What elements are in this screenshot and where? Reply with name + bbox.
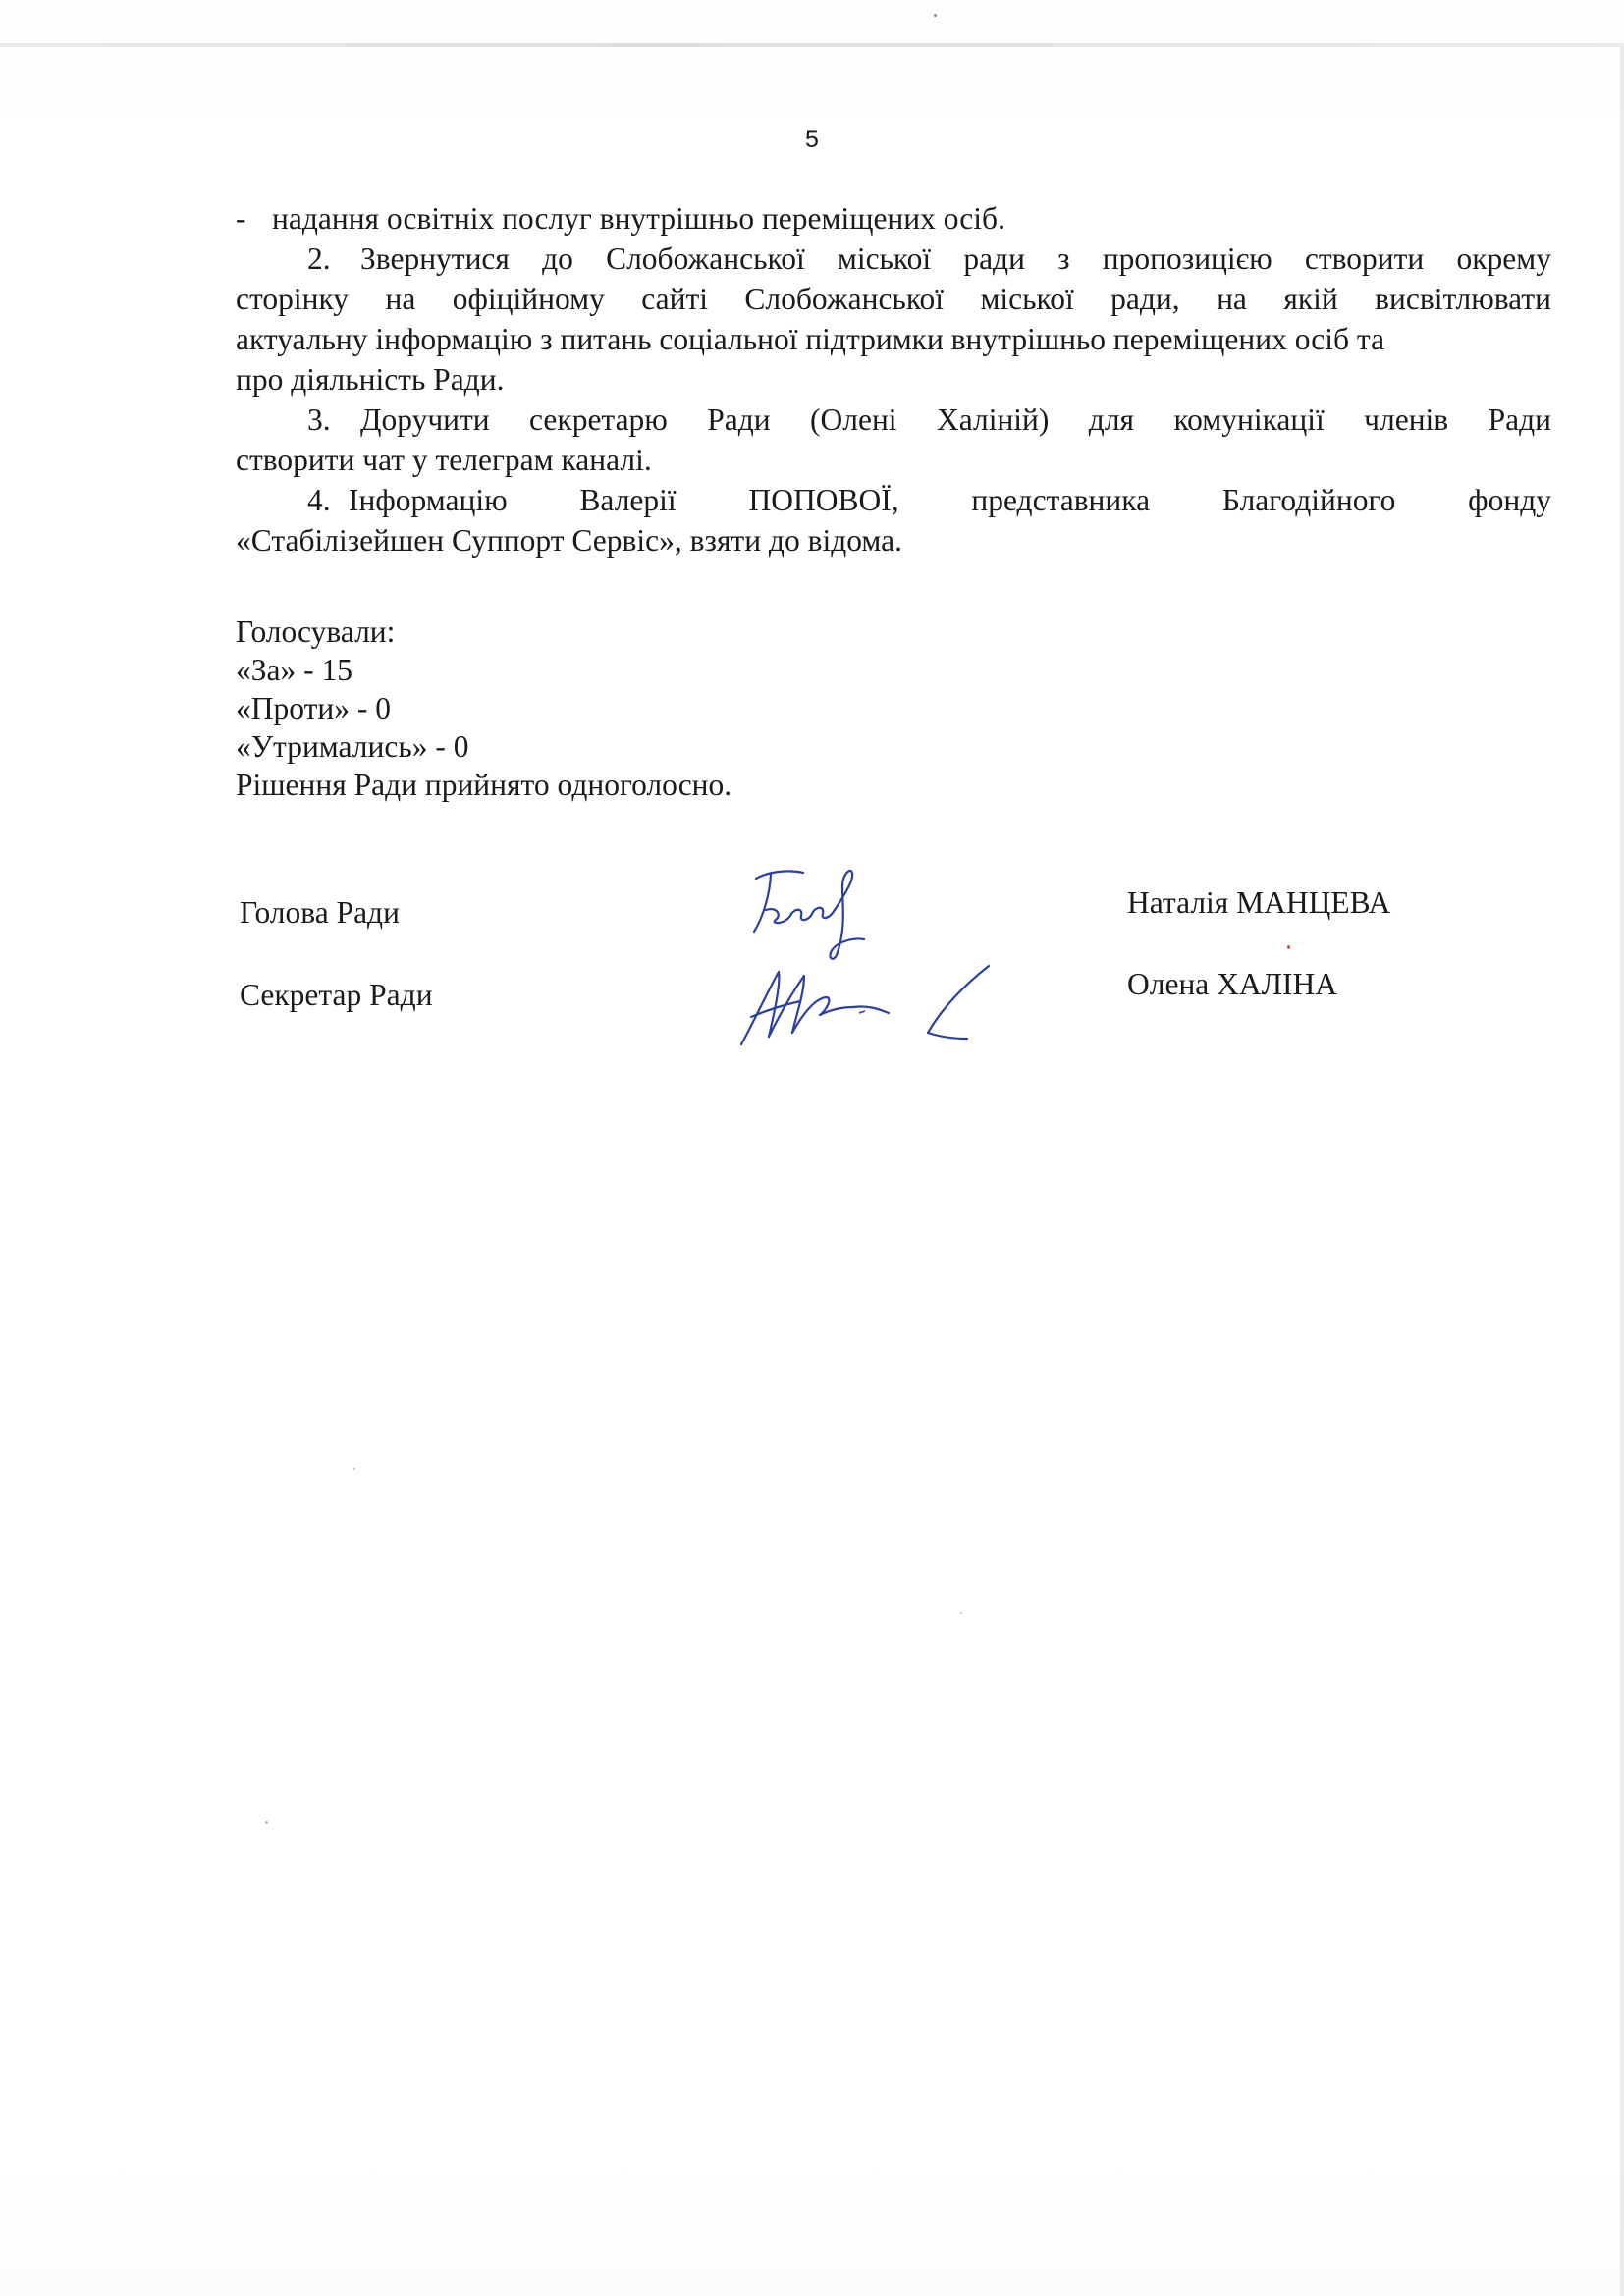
word: Халіній) (936, 402, 1050, 437)
scan-edge-right (1620, 43, 1624, 2296)
resolution-body (236, 198, 1551, 561)
chair-name: Наталія МАНЦЕВА (1127, 885, 1391, 920)
word: Ради (707, 402, 771, 437)
item-number: 2. (307, 241, 331, 276)
chair-role: Голова Ради (240, 895, 400, 930)
word: сайті (641, 282, 708, 316)
word: висвітлювати (1375, 282, 1551, 316)
decision-statement: Рішення Ради прийнято одноголосно. (236, 768, 732, 802)
word: членів (1364, 402, 1449, 437)
scan-speck (934, 14, 937, 17)
word: офіційному (452, 282, 605, 316)
word: секретарю (529, 402, 668, 437)
word: на (385, 282, 416, 316)
word: створити (1304, 241, 1425, 276)
word: міської (837, 241, 932, 276)
word: якій (1283, 282, 1338, 316)
word: представника (971, 483, 1151, 517)
word: окрему (1456, 241, 1551, 276)
word: з (1057, 241, 1070, 276)
word: (Олені (810, 402, 897, 437)
scan-speck (265, 1821, 268, 1824)
word: Благодійного (1221, 483, 1396, 517)
word: комунікації (1173, 402, 1325, 437)
word: Валерії (579, 483, 677, 517)
item3-number-and-word (307, 400, 490, 440)
item2-line1 (236, 239, 1551, 279)
word: Слобожанської (744, 282, 945, 316)
page-number: 5 (805, 126, 819, 153)
votes-abstained: «Утримались» - 0 (236, 729, 469, 764)
item4-line1 (236, 480, 1551, 520)
bullet-marker: - (236, 201, 246, 236)
voting-heading: Голосували: (236, 614, 396, 649)
item-number: 3. (307, 402, 331, 437)
votes-for: «За» - 15 (236, 653, 353, 687)
ink-dot (1287, 945, 1290, 949)
bullet-line (236, 198, 1551, 239)
word: Інформацію (349, 483, 508, 517)
word: ради (963, 241, 1025, 276)
item2-number-and-word (307, 239, 510, 279)
bullet-text: надання освітніх послуг внутрішньо переміщених осіб. (272, 201, 1005, 236)
item3-line1 (236, 400, 1551, 440)
word: на (1217, 282, 1247, 316)
votes-against: «Проти» - 0 (236, 691, 391, 725)
scan-speck (353, 1468, 355, 1470)
word: сторінку (236, 282, 350, 316)
item-number: 4. (307, 483, 331, 517)
word: Звернутися (360, 241, 510, 276)
word: фонду (1468, 483, 1551, 517)
item4-number-and-word (307, 480, 508, 520)
scan-edge-top (0, 43, 1624, 47)
word: Ради (1488, 402, 1551, 437)
scan-speck (960, 1612, 962, 1614)
word: пропозицією (1102, 241, 1272, 276)
word: Доручити (360, 402, 490, 437)
word: до (542, 241, 573, 276)
word: ради, (1110, 282, 1180, 316)
secretary-name: Олена ХАЛІНА (1127, 967, 1338, 1001)
word: міської (980, 282, 1074, 316)
word: Слобожанської (606, 241, 805, 276)
item2-line2 (236, 279, 1551, 319)
word: ПОПОВОЇ, (748, 483, 899, 517)
item3-line2: створити чат у телеграм каналі. (236, 443, 652, 477)
item2-line3: актуальну інформацію з питань соціальної підтримки внутрішньо переміщених осіб та (236, 322, 1385, 356)
word: для (1088, 402, 1135, 437)
chair-signature (727, 859, 893, 967)
secretary-signature (731, 954, 1006, 1052)
item2-line4: про діяльність Ради. (236, 362, 505, 397)
secretary-role: Секретар Ради (240, 978, 433, 1012)
item4-line2: «Стабілізейшен Суппорт Сервіс», взяти до відома. (236, 523, 902, 558)
voting-results (236, 613, 731, 804)
